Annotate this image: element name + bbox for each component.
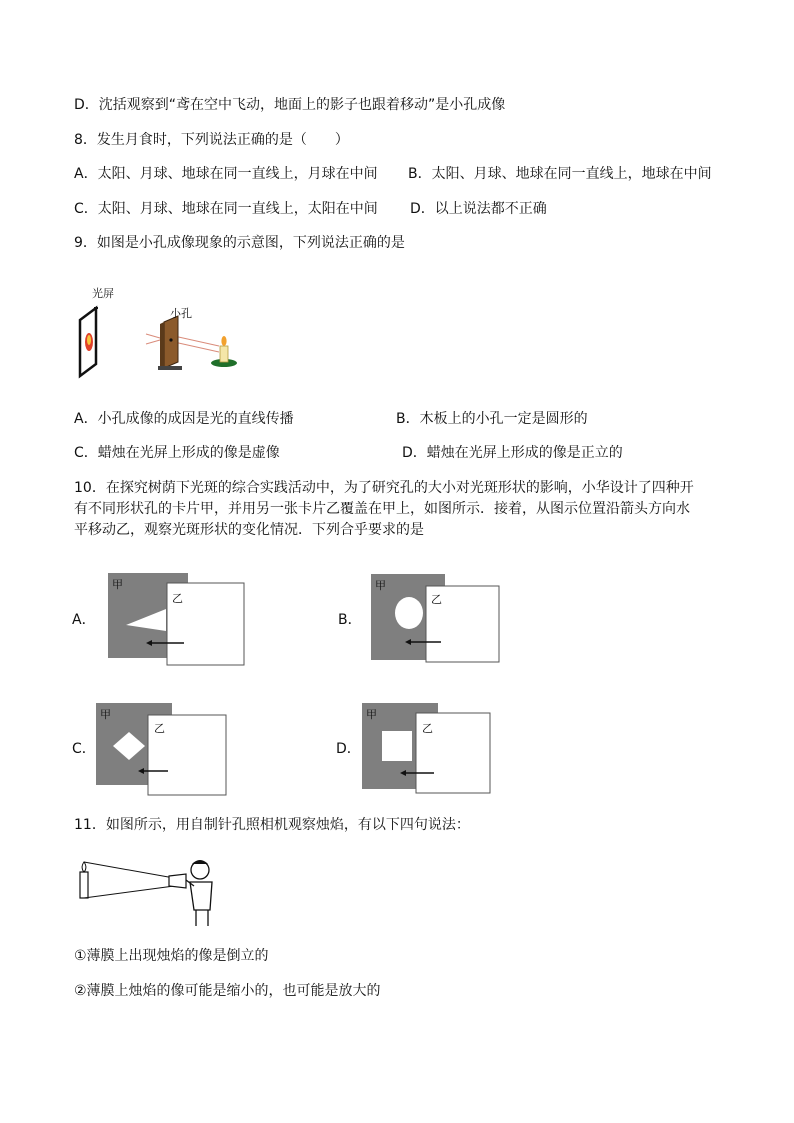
q11-statement-1: ①薄膜上出现烛焰的像是倒立的 xyxy=(74,948,269,964)
q10-option-b-letter: B． xyxy=(338,612,362,628)
q10-option-c-letter: C． xyxy=(72,741,96,757)
q8-stem: 8．发生月食时，下列说法正确的是（ ） xyxy=(74,132,349,148)
circle-hole xyxy=(395,597,423,629)
pinhole-camera-diagram xyxy=(74,848,224,930)
q8-option-b: B．太阳、月球、地球在同一直线上，地球在中间 xyxy=(408,166,712,182)
q10-stem-line3: 平移动乙，观察光斑形状的变化情况．下列合乎要求的是 xyxy=(74,522,424,538)
q10-option-b-figure xyxy=(371,574,506,669)
q10-stem-line1: 10．在探究树荫下光斑的综合实践活动中，为了研究孔的大小对光斑形状的影响，小华设计了四种开 xyxy=(74,480,694,496)
card-jia-label: 甲 xyxy=(100,708,111,721)
card-jia-label: 甲 xyxy=(375,579,386,592)
candle xyxy=(220,346,228,362)
light-screen-label: 光屏 xyxy=(92,287,114,300)
candle xyxy=(80,872,88,898)
candle-flame xyxy=(82,862,86,872)
q9-option-d: D．蜡烛在光屏上形成的像是正立的 xyxy=(402,445,623,461)
square-hole xyxy=(382,731,412,761)
q10-option-d-figure xyxy=(362,703,497,798)
q9-option-c: C．蜡烛在光屏上形成的像是虚像 xyxy=(74,445,280,461)
q8-option-d: D．以上说法都不正确 xyxy=(410,201,547,217)
card-jia-label: 甲 xyxy=(112,578,123,591)
q10-option-a-letter: A． xyxy=(72,612,96,628)
pinhole xyxy=(169,338,172,341)
q10-option-c-figure xyxy=(96,703,236,798)
q9-option-a: A．小孔成像的成因是光的直线传播 xyxy=(74,411,294,427)
q11-statement-2: ②薄膜上烛焰的像可能是缩小的，也可能是放大的 xyxy=(74,983,381,999)
card-jia-label: 甲 xyxy=(366,708,377,721)
q11-stem: 11．如图所示，用自制针孔照相机观察烛焰，有以下四句说法： xyxy=(74,817,470,833)
q7-option-d: D．沈括观察到“鸢在空中飞动，地面上的影子也跟着移动”是小孔成像 xyxy=(74,97,506,113)
pinhole-diagram xyxy=(74,282,254,382)
pinhole-camera xyxy=(169,874,186,888)
q9-option-b: B．木板上的小孔一定是圆形的 xyxy=(396,411,588,427)
card-yi-label: 乙 xyxy=(172,592,183,605)
card-yi-label: 乙 xyxy=(431,593,442,606)
q10-stem-line2: 有不同形状孔的卡片甲，并用另一张卡片乙覆盖在甲上，如图所示．接着，从图示位置沿箭头方向水 xyxy=(74,501,690,517)
candle-flame xyxy=(221,336,226,346)
q9-stem: 9．如图是小孔成像现象的示意图，下列说法正确的是 xyxy=(74,235,405,251)
card-yi-label: 乙 xyxy=(422,722,433,735)
q8-option-c: C．太阳、月球、地球在同一直线上，太阳在中间 xyxy=(74,201,378,217)
q10-option-a-figure xyxy=(108,573,248,668)
card-yi-label: 乙 xyxy=(154,722,165,735)
q8-option-a: A．太阳、月球、地球在同一直线上，月球在中间 xyxy=(74,166,378,182)
q10-option-d-letter: D． xyxy=(336,741,361,757)
pinhole-label: 小孔 xyxy=(170,307,192,320)
